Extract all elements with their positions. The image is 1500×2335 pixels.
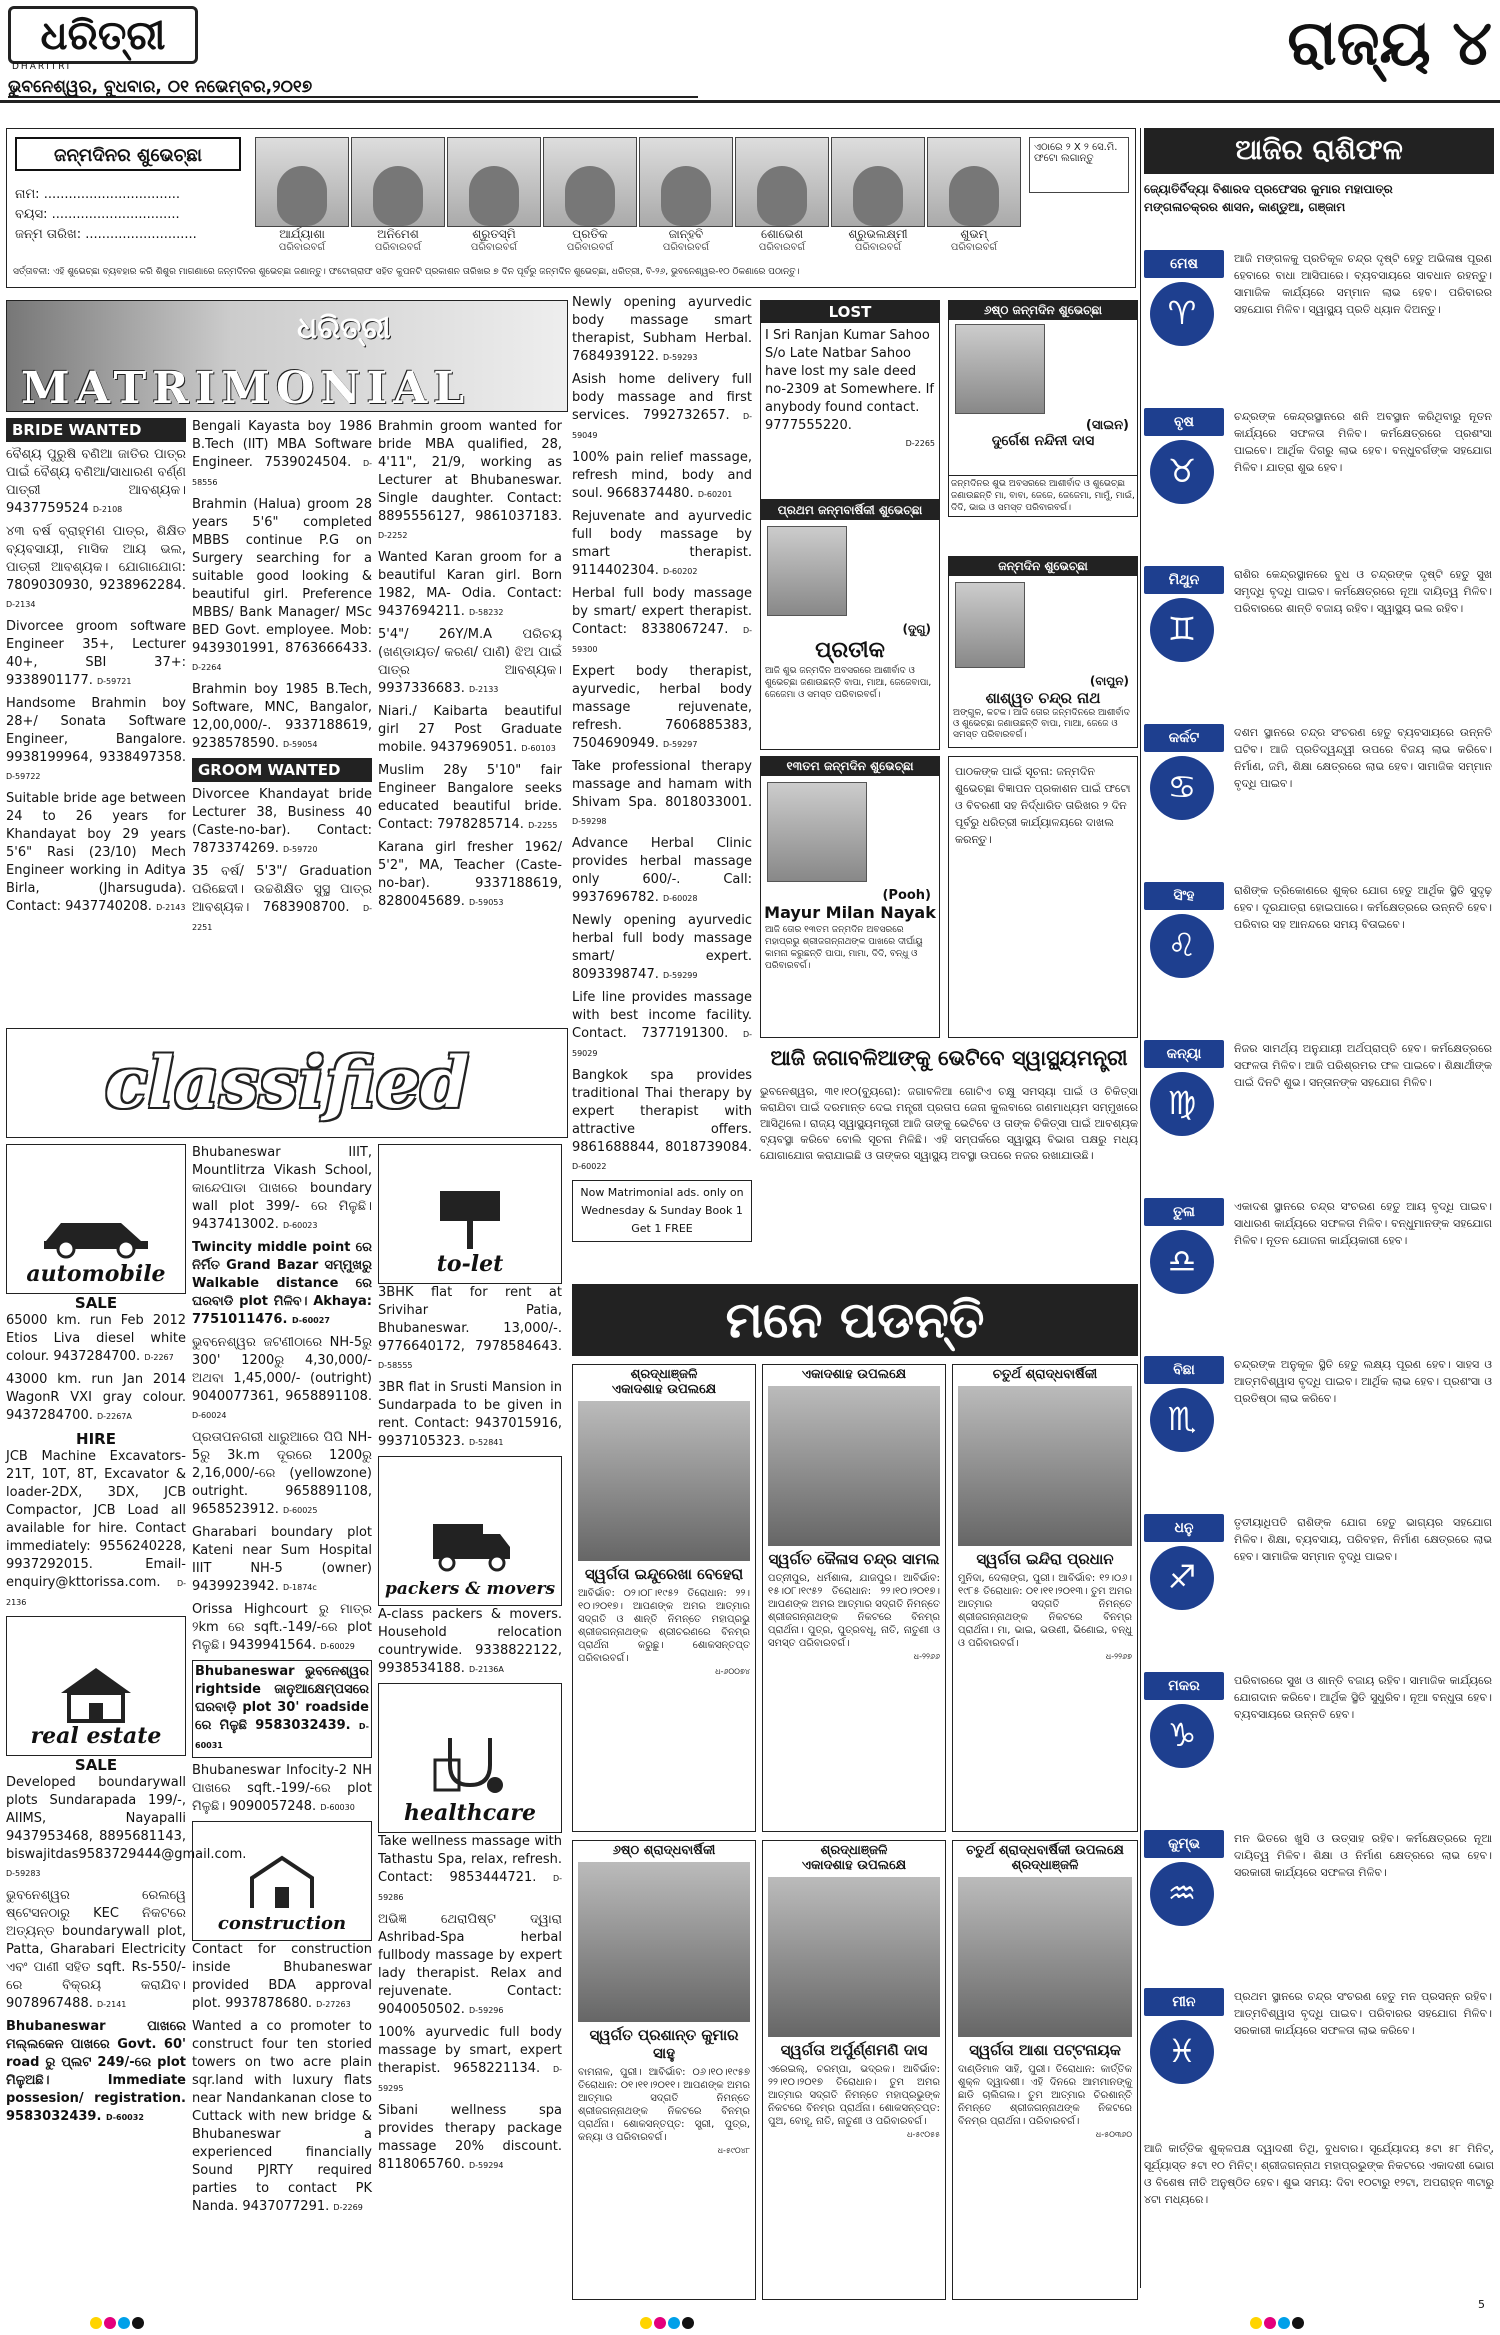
automobile-box: automobile	[6, 1144, 186, 1294]
classified-ad: Orissa Highcourt ରୁ ମାତ୍ର ୨km ରେ sqft.-149/-ରେ plot ମିଳୁଛି। 9439941564. D-60029	[192, 1602, 372, 1653]
news-body: ଭୁବନେଶ୍ୱର, ୩୧।୧୦(ବ୍ୟୁରୋ): ଜଗାବଳିଆ ଗୋଟିଏ ଚକ୍ଷୁ ସମସ୍ୟା ପାଇଁ ଓ ଚିକିତ୍ସା କରାଯିବା ପାଇଁ ଦରମାନ୍ତ ଦେଇ ମନ୍ତ୍ରୀ ପ୍ରତାପ ଜେନା କୁଲବାରେ ଗଣମାଧ୍ୟମ ସମ୍ମୁଖରେ ଆସିଥିଲେ। ରାଜ୍ୟ ସ୍ୱାସ୍ଥ୍ୟମନ୍ତ୍ରୀ ଆଜି ତାଙ୍କୁ ଭେଟିବେ ଓ ତାଙ୍କ ଚିକିତ୍ସା ପାଇଁ ଆବଶ୍ୟକ ବ୍ୟବସ୍ଥା କରିବେ ବୋଲି ସୂଚନା ମିଳିଛି। ଏହି ସମ୍ପର୍କରେ ସ୍ୱାସ୍ଥ୍ୟ ବିଭାଗ ପକ୍ଷରୁ ମଧ୍ୟ ଯୋଗାଯୋଗ କରାଯାଇଛି ଓ ତାଙ୍କର ସ୍ୱାସ୍ଥ୍ୟ ଅବସ୍ଥା ଉପରେ ନଜର ରଖାଯାଉଛି।	[760, 1085, 1138, 1162]
birthday-wish-3: ଜନ୍ମଦିନ ଶୁଭେଚ୍ଛା (ବାପୁନ) ଶାଶ୍ୱତ ଚନ୍ଦ୍ର ନାଥ ଅଙ୍ଗୁଳ, କଟକ। ଆଜି ତୋର ଜନ୍ମଦିନରେ ଆଶୀର୍ବାଦ ଓ ଶୁଭେଚ୍ଛା ଜଣାଉଛନ୍ତି ବାପା, ମାଆ, ଜେଜେ ଓ ସମସ୍ତ ପରିବାରବର୍ଗ।	[948, 556, 1138, 748]
wish-photo	[955, 324, 1045, 414]
classified-ad: Twincity middle point ରେ ନିର୍ମିତ Grand Bazar ସମ୍ମୁଖରୁ Walkable distance ରେ ଘରବାଡି plot ମିଳିବ। Akhaya: 7751011476. D-60027	[192, 1240, 372, 1327]
classified-ad: Muslim 28y 5'10" fair Engineer Bangalore seeks educated beautiful bride. Contact: 7978285714. D-2255	[378, 763, 562, 832]
truck-icon	[425, 1509, 515, 1579]
libra-icon: ♎	[1150, 1230, 1214, 1294]
kid-photo	[447, 137, 541, 227]
kid-card: ଜାନ୍ହବି ପରିବାରବର୍ଗ	[639, 137, 733, 253]
healthcare-box: healthcare	[378, 1683, 562, 1833]
masthead-rule	[0, 100, 1500, 103]
classified-ad: Advance Herbal Clinic provides herbal massage only 600/-. Call: 9937696782. D-60028	[572, 836, 752, 905]
logo-subtitle: DHARITRI	[12, 62, 72, 72]
birthday-wish-4: ୧୩ତମ ଜନ୍ମଦିନ ଶୁଭେଚ୍ଛା (Pooh) Mayur Milan Nayak ଆଜି ତୋର ୧୩ତମ ଜନ୍ମଦିନ ଅବସରରେ ମହାପ୍ରଭୁ ଶ୍ରୀଜଗନ୍ନାଥଙ୍କ ପାଖରେ ଦୀର୍ଘାୟୁ କାମନା କରୁଛନ୍ତି ପାପା, ମାମା, ଦିଦି, ବନ୍ଧୁ ଓ ପରିବାରବର୍ଗ।	[760, 756, 940, 1038]
classified-ad: Brahmin groom wanted for bride MBA qualified, 28, 4'11", 21/9, working as Lecturer at Bhubaneswar. Single daughter. Contact: 8895556127, 9861037183. D-2252	[378, 419, 562, 540]
kid-photo	[543, 137, 637, 227]
classified-ad: ପ୍ରତାପନଗରୀ ଧାରୁଆରେ ପିପି NH-5ରୁ 3k.m ଦୂରରେ 1200ରୁ 2,16,000/-ରେ (yellowzone) outright. 9658891108, 9658523912. D-60025	[192, 1430, 372, 1517]
classified-ad: Life line provides massage with best income facility. Contact. 7377191300. D-59029	[572, 990, 752, 1058]
cancer-icon: ♋	[1150, 756, 1214, 820]
classified-col-b	[192, 1144, 372, 2221]
obituary-card: ୬ଷ୍ଠ ଶ୍ରାଦ୍ଧବାର୍ଷିକୀ ସ୍ୱର୍ଗତ ପ୍ରଶାନ୍ତ କୁମାର ସାହୁ ବାମନାଳ, ପୁରୀ। ଆବିର୍ଭାବ: ୦୬।୧୦।୧୯୫୭ ତିରୋଧାନ: ୦୧।୧୧।୨୦୧୧। ଆପଣଙ୍କ ଅମର ଆତ୍ମାର ସଦ୍‌ଗତି ନିମନ୍ତେ ଶ୍ରୀଜଗନ୍ନାଥଙ୍କ ନିକଟରେ ବିନମ୍ର ପ୍ରାର୍ଥନା। ଶୋକସନ୍ତପ୍ତ: ସ୍ତ୍ରୀ, ପୁତ୍ର, କନ୍ୟା ଓ ପରିବାରବର୍ଗ। ଧ-୫୯୦୪୮	[572, 1840, 756, 2300]
obituary-photo	[768, 1386, 940, 1546]
classified-ad: Wanted Karan groom for a beautiful Karan girl. Born 1982, MA- Odia. Contact: 9437694211. D-58232	[378, 550, 562, 619]
horoscope-title: ଆଜିର ରାଶିଫଳ	[1144, 128, 1494, 174]
kid-card: ଶୋଭେଶ ପରିବାରବର୍ଗ	[735, 137, 829, 253]
coupon-terms: ସର୍ତ୍ତାବଳୀ: ଏହି ଶୁଭେଚ୍ଛା ବ୍ୟବହାର କରି ଶିଶୁର ମାଗଣାରେ ଜନ୍ମଦିନର ଶୁଭେଚ୍ଛା ଜଣାନ୍ତୁ। ଫଟୋଗ୍ରାଫ ସହିତ କୁପନଟି ପ୍ରକାଶନ ତାରିଖର ୭ ଦିନ ପୂର୍ବରୁ ଜନ୍ମଦିନ ଶୁଭେଚ୍ଛା, ଧରିତ୍ରୀ, ବି-୨୬, ଭୁବନେଶ୍ୱର-୧୦ ଠିକଣାରେ ପଠାନ୍ତୁ।	[13, 267, 800, 277]
kid-photo	[639, 137, 733, 227]
matrimonial-col-1	[6, 418, 186, 921]
kid-photo	[255, 137, 349, 227]
registration-marks	[90, 2314, 146, 2328]
kid-photo	[351, 137, 445, 227]
obituary-card: ଏକାଦଶାହ ଉପଲକ୍ଷେ ସ୍ୱର୍ଗତ କୈଳାସ ଚନ୍ଦ୍ର ସାମଲ ପତ୍ନୀପୁର, ଧର୍ମଶାଳା, ଯାଜପୁର। ଆବିର୍ଭାବ: ୧୫।୦୮।୧୯୫୨ ତିରୋଧାନ: ୨୨।୧୦।୨୦୧୭। ଆପଣଙ୍କ ଅମର ଆତ୍ମାର ସଦ୍‌ଗତି ନିମନ୍ତେ ଶ୍ରୀଜଗନ୍ନାଥଙ୍କ ନିକଟରେ ବିନମ୍ର ପ୍ରାର୍ଥନା। ପୁତ୍ର, ପୁତ୍ରବଧୂ, ନାତି, ନାତୁଣୀ ଓ ସମସ୍ତ ପରିବାରବର୍ଗ। ଧ-୨୨୬୬	[762, 1364, 946, 1832]
registration-marks	[1250, 2314, 1306, 2328]
horoscope-libra: ତୁଳା ♎ ଏକାଦଶ ସ୍ଥାନରେ ଚନ୍ଦ୍ର ସଂଚରଣ ହେତୁ ଆୟ ବୃଦ୍ଧି ପାଇବ। ସାଧାରଣ କାର୍ଯ୍ୟରେ ସଫଳତା ମିଳିବ। ବନ୍ଧୁମାନଙ୍କ ସହଯୋଗ ମିଳିବ। ନୂତନ ଯୋଜନା କାର୍ଯ୍ୟକାରୀ ହେବ।	[1144, 1198, 1494, 1348]
classified-ad: 100% pain relief massage, refresh mind, body and soul. 9668374480. D-60201	[572, 450, 752, 501]
classified-ad: Handsome Brahmin boy 28+/ Sonata Software Engineer, Bangalore. 9938199964, 9338497358. D-59722	[6, 696, 186, 781]
tolet-box: to-let	[378, 1144, 562, 1284]
promo-note: Now Matrimonial ads. only on Wednesday & Sunday Book 1 Get 1 FREE	[572, 1180, 752, 1242]
kid-card: ଆର୍ଯ୍ୟାଶା ପରିବାରବର୍ଗ	[255, 137, 349, 253]
matrimonial-banner-text: MATRIMONIAL	[21, 363, 471, 414]
classified-ad: 5'4"/ 26Y/M.A ପରିଚୟ (ଖଣ୍ଡାୟତ/ କରଣ/ ପାଣି) ଝିଅ ପାଇଁ ପାତ୍ର ଆବଶ୍ୟକ। 9937336683. D-2133	[378, 627, 562, 696]
wish-photo	[767, 782, 867, 882]
classified-banner: classified	[6, 1028, 568, 1138]
building-icon	[237, 1853, 327, 1913]
horoscope-virgo: କନ୍ୟା ♍ ନିଜର ସାମର୍ଥ୍ୟ ଅନୁଯାୟୀ ଅର୍ଥପ୍ରାପ୍ତି ହେବ। କର୍ମକ୍ଷେତ୍ରରେ ସଫଳତା ମିଳିବ। ଆଜି ପରିଶ୍ରମର ଫଳ ପାଇବେ। ଶିକ୍ଷାର୍ଥୀଙ୍କ ପାଇଁ ଦିନଟି ଶୁଭ। ସନ୍ତାନଙ୍କ ସହଯୋଗ ମିଳିବ।	[1144, 1040, 1494, 1190]
classified-ad: Rejuvenate and ayurvedic full body massage by smart therapist. 9114402304. D-60202	[572, 509, 752, 578]
classified-ad: ଭୁବନେଶ୍ୱର ଜଟଣୀଠାରେ NH-5ରୁ 300' 1200ରୁ 4,30,000/- ଅଥବା 1,45,000/- (outright) 9040077361, 9658891108. D-60024	[192, 1335, 372, 1420]
classified-ad: Niari./ Kaibarta beautiful girl 27 Post Graduate mobile. 9437969051. D-60103	[378, 704, 562, 755]
obituary-photo	[958, 1877, 1132, 2037]
wish-photo	[767, 526, 847, 616]
wish-photo	[955, 582, 1025, 668]
kid-photo	[831, 137, 925, 227]
horoscope-leo: ସିଂହ ♌ ରାଶିଙ୍କ ତ୍ରିକୋଣରେ ଶୁକ୍ର ଯୋଗ ହେତୁ ଆର୍ଥିକ ସ୍ଥିତି ସୁଦୃଢ଼ ହେବ। ଦୂରଯାତ୍ରା ହୋଇପାରେ। କର୍ମକ୍ଷେତ୍ରରେ ଉନ୍ନତି ହେବ। ପରିବାର ସହ ଆନନ୍ଦରେ ସମୟ ବିତାଇବେ।	[1144, 882, 1494, 1032]
horoscope-capricorn: ମକର ♑ ପରିବାରରେ ସୁଖ ଓ ଶାନ୍ତି ବଜାୟ ରହିବ। ସାମାଜିକ କାର୍ଯ୍ୟରେ ଯୋଗଦାନ କରିବେ। ଆର୍ଥିକ ସ୍ଥିତି ସୁଧୁରିବ। ନୂଆ ବନ୍ଧୁତା ହେବ। ବ୍ୟବସାୟରେ ଉନ୍ନତି ହେବ।	[1144, 1672, 1494, 1822]
classified-ad: Brahmin (Halua) groom 28 years 5'6" completed MBBS continue P.G on Surgery searching for a suitable good looking & beautiful girl. Preference MBBS/ Bank Manager/ MSc BED Govt. employee. Mob: 9439301991, 8763666433. D-2264	[192, 497, 372, 672]
capricorn-icon: ♑	[1150, 1704, 1214, 1768]
leo-icon: ♌	[1150, 914, 1214, 978]
horoscope-scorpio: ବିଛା ♏ ଚନ୍ଦ୍ରଙ୍କ ଅନୁକୂଳ ସ୍ଥିତି ହେତୁ ଲକ୍ଷ୍ୟ ପୂରଣ ହେବ। ସାହସ ଓ ଆତ୍ମବିଶ୍ୱାସ ବୃଦ୍ଧି ପାଇବ। ଆର୍ଥିକ ଲାଭ ହେବ। ପ୍ରଶଂସା ଓ ପ୍ରତିଷ୍ଠା ଲାଭ କରିବେ।	[1144, 1356, 1494, 1506]
obituary-photo	[958, 1386, 1132, 1546]
obituary-card: ଶ୍ରଦ୍ଧାଞ୍ଜଳି ଏକାଦଶାହ ଉପଲକ୍ଷେ ସ୍ୱର୍ଗତା ଇନ୍ଦୁରେଖା ବେହେରା ଆବିର୍ଭାବ: ୦୨।୦୮।୧୯୫୨ ତିରୋଧାନ: ୨୨।୧୦।୨୦୧୭। ଆପଣଙ୍କ ଅମର ଆତ୍ମାର ସଦ୍‌ଗତି ଓ ଶାନ୍ତି ନିମନ୍ତେ ମହାପ୍ରଭୁ ଶ୍ରୀଜଗନ୍ନାଥଙ୍କ ଶ୍ରୀଚରଣରେ ବିନମ୍ର ପ୍ରାର୍ଥନା କରୁଛୁ। ଶୋକସନ୍ତପ୍ତ ପରିବାରବର୍ଗ। ଧ-୬୦୦୭୪	[572, 1364, 756, 1832]
kid-photo	[927, 137, 1021, 227]
classified-ad: Asish home delivery full body massage and first services. 7992732657. D-59049	[572, 372, 752, 440]
car-icon	[36, 1201, 156, 1261]
classified-ad: 100% ayurvedic full body massage by smart, expert therapist. 9658221134. D-59295	[378, 2025, 562, 2093]
horoscope-aquarius: କୁମ୍ଭ ♒ ମନ ଭିତରେ ଖୁସି ଓ ଉତ୍ସାହ ରହିବ। କର୍ମକ୍ଷେତ୍ରରେ ନୂଆ ଦାୟିତ୍ୱ ମିଳିବ। ଶିକ୍ଷା ଓ ନିର୍ମାଣ କ୍ଷେତ୍ରରେ ଲାଭ ହେବ। ସରକାରୀ କାର୍ଯ୍ୟରେ ସଫଳତା ମିଳିବ।	[1144, 1830, 1494, 1980]
classified-ad: Bhubaneswar ପାଖରେ ମଲ୍ଲକେନ ପାଖରେ Govt. 60' road ରୁ ପ୍ଲଟ 249/-ରେ plot ମିଳୁଅଛି। Immediate possesion/ registration. 9583032439. D-60032	[6, 2019, 186, 2124]
horoscope-gemini: ମିଥୁନ ♊ ରାଶିର କେନ୍ଦ୍ରସ୍ଥାନରେ ବୁଧ ଓ ଚନ୍ଦ୍ରଙ୍କ ଦୃଷ୍ଟି ହେତୁ ସୁଖ ସମୃଦ୍ଧି ବୃଦ୍ଧି ପାଇବ। କର୍ମକ୍ଷେତ୍ରରେ ନୂଆ ଦାୟିତ୍ୱ ମିଳିବ। ପରିବାରରେ ଶାନ୍ତି ବଜାୟ ରହିବ। ସ୍ୱାସ୍ଥ୍ୟ ଭଲ ରହିବ।	[1144, 566, 1494, 716]
birthday-coupon	[6, 128, 1136, 288]
classified-ad: Sibani wellness spa provides therapy package massage 20% discount. 8118065760. D-59294	[378, 2103, 562, 2172]
section-title: ରାଜ୍ୟ ୪	[1287, 6, 1492, 79]
classified-ad: Take professional therapy massage and hamam with Shivam Spa. 8018033001. D-59298	[572, 759, 752, 826]
obituary-banner: ମନେ ପଡନ୍ତି	[572, 1284, 1138, 1356]
panjika-note: ଆଜି କାର୍ତ୍ତିକ ଶୁକ୍ଳପକ୍ଷ ଦ୍ୱାଦଶୀ ତିଥି, ବୁଧବାର। ସୂର୍ଯ୍ୟୋଦୟ ୫ଟା ୫୮ ମିନିଟ୍, ସୂର୍ଯ୍ୟାସ୍ତ ୫ଟା ୧୦ ମିନିଟ୍। ଶ୍ରୀଜଗନ୍ନାଥ ମହାପ୍ରଭୁଙ୍କ ନିକଟରେ ଏକାଦଶୀ ଭୋଗ ଓ ବିଶେଷ ନୀତି ଅନୁଷ୍ଠିତ ହେବ। ଶୁଭ ସମୟ: ଦିବା ୧୦ଟାରୁ ୧୨ଟା, ଅପରାହ୍ନ ୩ଟାରୁ ୪ଟା ମଧ୍ୟରେ।	[1144, 2142, 1494, 2206]
classified-ad: Suitable bride age between 24 to 26 years for Khandayat boy 29 years 5'6" Rasi (23/10) Mech Engineer working in Aditya Birla, (Jharsuguda). Contact: 9437740208. D-2143	[6, 791, 186, 914]
house-icon	[51, 1663, 141, 1723]
lost-notice: LOST I Sri Ranjan Kumar Sahoo S/o Late Natbar Sahoo have lost my sale deed no-2309 at Somewhere. If anybody found contact. 9777555220. D-2265	[760, 300, 940, 500]
classified-ad: 43000 km. run Jan 2014 WagonR VXI gray colour. 9437284700. D-2267A	[6, 1372, 186, 1423]
classified-ad: Divorcee groom software Engineer 35+, Lecturer 40+, SBI 37+: 9338901177. D-59721	[6, 619, 186, 688]
classified-ad: 65000 km. run Feb 2012 Etios Liva diesel white colour. 9437284700. D-2267	[6, 1313, 186, 1364]
birthday-form: ନାମ: ................................. ବୟସ: ............................... ଜନ୍ମ ତାରିଖ: ...........................	[15, 187, 197, 242]
horoscope-taurus: ବୃଷ ♉ ଚନ୍ଦ୍ରଙ୍କ କେନ୍ଦ୍ରସ୍ଥାନରେ ଶନି ଅବସ୍ଥାନ କରିଥିବାରୁ ନୂତନ କାର୍ଯ୍ୟରେ ସଫଳତା ମିଳିବ। କର୍ମକ୍ଷେତ୍ରରେ ପ୍ରଶଂସା ପାଇବେ। ଆର୍ଥିକ ଦିଗରୁ ଲାଭ ହେବ। ବନ୍ଧୁବର୍ଗଙ୍କ ସହଯୋଗ ମିଳିବ। ଯାତ୍ରା ଶୁଭ ହେବ।	[1144, 408, 1494, 558]
reader-notice: ପାଠକଙ୍କ ପାଇଁ ସୂଚନା: ଜନ୍ମଦିନ ଶୁଭେଚ୍ଛା ବିଜ୍ଞାପନ ପ୍ରକାଶନ ପାଇଁ ଫଟୋ ଓ ବିବରଣୀ ସହ ନିର୍ଦ୍ଧାରିତ ତାରିଖର ୨ ଦିନ ପୂର୍ବରୁ ଧରିତ୍ରୀ କାର୍ଯ୍ୟାଳୟରେ ଦାଖଲ କରନ୍ତୁ।	[948, 756, 1138, 1038]
dateline: ଭୁବନେଶ୍ୱର, ବୁଧବାର, ୦୧ ନଭେମ୍ବର,୨୦୧୭	[8, 74, 698, 98]
newspaper-logo: ଧରିତ୍ରୀ	[8, 6, 198, 64]
matrimonial-col-2	[192, 418, 372, 941]
obituary-card: ଚତୁର୍ଥ ଶ୍ରାଦ୍ଧବାର୍ଷିକୀ ଉପଲକ୍ଷେ ଶ୍ରଦ୍ଧାଞ୍ଜଳି ସ୍ୱର୍ଗତା ଆଶା ପଟ୍ଟନାୟକ ଦାଣ୍ଡିମାଳ ସାହି, ପୁରୀ। ତିରୋଧାନ: କାର୍ତ୍ତିକ ଶୁକ୍ଳ ଦ୍ୱାଦଶୀ। ଏହି ଦିନରେ ଆମମାନଙ୍କୁ ଛାଡି ଚାଲିଗଲ। ତୁମ ଆତ୍ମାର ଚିରଶାନ୍ତି ନିମନ୍ତେ ଶ୍ରୀଜଗନ୍ନାଥଙ୍କ ନିକଟରେ ବିନମ୍ର ପ୍ରାର୍ଥନା। ପରିବାରବର୍ଗ। ଧ-୫୦୩୬୦	[952, 1840, 1138, 2300]
classified-ad: 3BR flat in Srusti Mansion in Sundarpada to be given in rent. Contact: 9437015916, 9937105323. D-52841	[378, 1380, 562, 1449]
classified-ad: Newly opening ayurvedic body massage smart therapist, Subham Herbal. 7684939122. D-59293	[572, 295, 752, 364]
classified-ad: Bhubaneswar IIIT, Mountlitrza Vikash School, କାନ୍ଦେପାଡା ପାଖରେ boundary wall plot 399/- ରେ ମିଳୁଛି। 9437413002. D-60023	[192, 1145, 372, 1232]
classified-ad: Divorcee Khandayat bride Lecturer 38, Business 40 (Caste-no-bar). Contact: 7873374269. D-59720	[192, 787, 372, 856]
scorpio-icon: ♏	[1150, 1388, 1214, 1452]
kid-photo	[735, 137, 829, 227]
classified-ad: Bhubaneswar Infocity-2 NH ପାଖରେ sqft.-199/-ରେ plot ମିଳୁଛି। 9090057248. D-60030	[192, 1763, 372, 1814]
classified-ad: ଭୁବନେଶ୍ୱର ରେଲୱେ ଷ୍ଟେସନଠାରୁ KEC ନିକଟରେ ଅତ୍ୟନ୍ତ boundarywall plot, Patta, Gharabari Electricity ଏବଂ ପାଣୀ ସହିତ sqft. Rs-550/-ରେ ବିକ୍ରୟ କରାଯିବ। 9078967488. D-2141	[6, 1888, 186, 2011]
photo-size-note: ଏଠାରେ ୨ X ୨ ସେ.ମି. ଫଟୋ ଲଗାନ୍ତୁ	[1029, 137, 1129, 193]
classified-ad: JCB Machine Excavators-21T, 10T, 8T, Excavator & loader-2DX, 3DX, JCB Compactor, JCB Load all available for hire. Contact immediately: 9556240228, 9937292015. Email-enquiry@kttorissa.com. D-2136	[6, 1449, 186, 1607]
wish-1-text: ଜନ୍ମଦିନର ଶୁଭ ଅବସରରେ ଆଶୀର୍ବାଦ ଓ ଶୁଭେଚ୍ଛା ଜଣାଉଛନ୍ତି ମା, ବାବା, ଜେଜେ, ଜେଜେମା, ମାମୁଁ, ମାଇଁ, ଦିଦି, ଭାଇ ଓ ସମସ୍ତ ପରିବାରବର୍ଗ।	[948, 476, 1138, 517]
classified-ad: 3BHK flat for rent at Srivihar Patia, Bhubaneswar. 13,000/-. 9776640172, 7978584643. D-58555	[378, 1285, 562, 1370]
aquarius-icon: ♒	[1150, 1862, 1214, 1926]
stethoscope-icon	[425, 1730, 515, 1800]
classified-ad: Wanted a co promoter to construct four ten storied towers on two acre plain sqr.land with luxury flats near Nandankanan close to Cuttack with new bridge & Bhubaneswar a experienced financially Sound PJRTY required parties to contact PK Nanda. 9437077291. D-2269	[192, 2019, 372, 2214]
page-number: 5	[1478, 2298, 1485, 2311]
birthday-coupon-title: ଜନ୍ମଦିନର ଶୁଭେଚ୍ଛା	[15, 137, 241, 171]
obituary-card: ଚତୁର୍ଥ ଶ୍ରାଦ୍ଧବାର୍ଷିକୀ ସ୍ୱର୍ଗତା ଇନ୍ଦିରା ପ୍ରଧାନ ମୁନିଦା, ଦେଲାଙ୍ଗ, ପୁରୀ। ଆବିର୍ଭାବ: ୧୨।୦୬।୧୯୮୫ ତିରୋଧାନ: ୦୧।୧୧।୨୦୧୩। ତୁମ ଅମର ଆତ୍ମାର ସଦ୍‌ଗତି ନିମନ୍ତେ ଶ୍ରୀଜଗନ୍ନାଥଙ୍କ ନିକଟରେ ବିନମ୍ର ପ୍ରାର୍ଥନା। ମା, ଭାଇ, ଭଉଣୀ, ଭିଣୋଇ, ବନ୍ଧୁ ଓ ପରିବାରବର୍ଗ। ଧ-୨୨୬୭	[952, 1364, 1138, 1832]
obituary-photo	[578, 1862, 750, 2022]
classified-ad: Newly opening ayurvedic herbal full body massage smart/ expert. 8093398747. D-59299	[572, 913, 752, 982]
classified-ad: A-class packers & movers. Household relocation countrywide. 9338822122, 9938534188. D-2136A	[378, 1607, 562, 1676]
classified-col-a: automobile SALE 65000 km. run Feb 2012 Etios Liva diesel white colour. 9437284700. D-2267 43000 km. run Jan 2014 WagonR VXI gray colour. 9437284700. D-2267A HIRE JCB Machine Excavators-21T, 10T, 8T, Excavator & loader-2DX, 3DX, JCB Compactor, JCB Load all available for hire. Contact immediately: 9556240228, 9937292015. Email-enquiry@kttorissa.com. D-2136 real estate SALE Developed boundarywall plots Sundarapada 199/-, AIIMS, Nayapalli 9437953468, 8895681143, biswajitdas9583729444@gmail.com. D-59283 ଭୁବନେଶ୍ୱର ରେଲୱେ ଷ୍ଟେସନଠାରୁ KEC ନିକଟରେ ଅତ୍ୟନ୍ତ boundarywall plot, Patta, Gharabari Electricity ଏବଂ ପାଣୀ ସହିତ sqft. Rs-550/-ରେ ବିକ୍ରୟ କରାଯିବ। 9078967488. D-2141 Bhubaneswar ପାଖରେ ମଲ୍ଲକେନ ପାଖରେ Govt. 60' road ରୁ ପ୍ଲଟ 249/-ରେ plot ମିଳୁଅଛି। Immediate possesion/ registration. 9583032439. D-60032	[6, 1144, 186, 2131]
classified-ad: Gharabari boundary plot Kateni near Sum Hospital IIIT NH-5 (owner) 9439923942. D-1874c	[192, 1525, 372, 1594]
horoscope-cancer: କର୍କଟ ♋ ଦଶମ ସ୍ଥାନରେ ଚନ୍ଦ୍ର ସଂଚରଣ ହେତୁ ବ୍ୟବସାୟରେ ଉନ୍ନତି ଘଟିବ। ଆଜି ପ୍ରତିଦ୍ୱନ୍ଦ୍ୱୀ ଉପରେ ବିଜୟ ଲାଭ କରିବେ। ନିର୍ମାଣ, ଜମି, ଶିକ୍ଷା କ୍ଷେତ୍ରରେ ଲାଭ ହେବ। ସାମାଜିକ ସମ୍ମାନ ବୃଦ୍ଧି ପାଇବ।	[1144, 724, 1494, 874]
registration-marks	[640, 2314, 696, 2328]
kid-card: ଶ୍ରୁତସ୍ମି ପରିବାରବର୍ଗ	[447, 137, 541, 253]
news-headline: ଆଜି ଜଗାବଳିଆଙ୍କୁ ଭେଟିବେ ସ୍ୱାସ୍ଥ୍ୟମନ୍ତ୍ରୀ	[770, 1046, 1128, 1070]
birthday-wish-2: ପ୍ରଥମ ଜନ୍ମବାର୍ଷିକୀ ଶୁଭେଚ୍ଛା (ଦୁଗୁ) ପ୍ରତୀକ ଆଜି ଶୁଭ ଜନ୍ମଦିନ ଅବସରରେ ଆଶୀର୍ବାଦ ଓ ଶୁଭେଚ୍ଛା ଜଣାଉଛନ୍ତି ବାପା, ମାଆ, ଜେଜେବାପା, ଜେଜେମା ଓ ସମସ୍ତ ପରିବାରବର୍ଗ।	[760, 500, 940, 750]
classified-ad: Contact for construction inside Bhubaneswar provided BDA approval plot. 9937878680. D-27263	[192, 1942, 372, 2011]
kid-card: ପ୍ରତିକ ପରିବାରବର୍ଗ	[543, 137, 637, 253]
kid-card: ଅନିମେଶ ପରିବାରବର୍ଗ	[351, 137, 445, 253]
classified-ad: Herbal full body massage by smart/ expert therapist. Contact: 8338067247. D-59300	[572, 586, 752, 654]
horoscope-pisces: ମୀନ ♓ ପ୍ରଥମ ସ୍ଥାନରେ ଚନ୍ଦ୍ର ସଂଚରଣ ହେତୁ ମନ ପ୍ରସନ୍ନ ରହିବ। ଆତ୍ମବିଶ୍ୱାସ ବୃଦ୍ଧି ପାଇବ। ପରିବାରର ସହଯୋଗ ମିଳିବ। ସରକାରୀ କାର୍ଯ୍ୟରେ ସଫଳତା ଲାଭ କରିବେ।	[1144, 1988, 1494, 2138]
matrimonial-col-3	[378, 418, 562, 916]
classified-ad: ୪୩ ବର୍ଷ ବ୍ରାହ୍ମଣ ପାତ୍ର, ଶିକ୍ଷିତ ବ୍ୟବସାୟୀ, ମାସିକ ଆୟ ଭଲ, ପାତ୍ରୀ ଆବଶ୍ୟକ। ଯୋଗାଯୋଗ: 7809030930, 9238962284. D-2134	[6, 524, 186, 609]
kid-card: ଶୁଭମ୍ ପରିବାରବର୍ଗ	[927, 137, 1021, 253]
classified-ad: ଅଭିଜ୍ଞ ଥେରାପିଷ୍ଟ ଦ୍ୱାରା Ashribad-Spa herbal fullbody massage by expert lady therapist. Relax and rejuvenate. Contact: 9040050502. D-59296	[378, 1912, 562, 2017]
obituary-photo	[768, 1877, 940, 2037]
tolet-sign-icon	[425, 1181, 515, 1251]
classified-ad: Bengali Kayasta boy 1986 B.Tech (IIT) MBA Software Engineer. 7539024504. D-58556	[192, 419, 372, 487]
classified-ad: Bangkok spa provides traditional Thai therapy by expert therapist with attractive offers. 9861688844, 8018739084. D-60022	[572, 1068, 752, 1171]
column-rule	[1140, 128, 1141, 2288]
sagittarius-icon: ♐	[1150, 1546, 1214, 1610]
classified-ad: Expert body therapist, ayurvedic, herbal body massage rejuvenate, refresh. 7606885383, 7504690949. D-59297	[572, 664, 752, 751]
classified-ad: ବୈଶ୍ୟ ପୁରୁଷି ବଣିଆ ଜାତିର ପାତ୍ର ପାଇଁ ବୈଶ୍ୟ ବଣିଆ/ସାଧାରଣ ବର୍ଣ୍ଣ ପାତ୍ରୀ ଆବଶ୍ୟକ। 9437759524 D-2108	[6, 447, 186, 516]
horoscope-sagittarius: ଧନୁ ♐ ତୃତୀୟାଧିପତି ରାଶିଙ୍କ ଯୋଗ ହେତୁ ଭାଗ୍ୟର ସହଯୋଗ ମିଳିବ। ଶିକ୍ଷା, ବ୍ୟବସାୟ, ପରିବହନ, ନିର୍ମାଣ କ୍ଷେତ୍ରରେ ଲାଭ ହେବ। ସାମାଜିକ ସମ୍ମାନ ବୃଦ୍ଧି ପାଇବ।	[1144, 1514, 1494, 1664]
gemini-icon: ♊	[1150, 598, 1214, 662]
realestate-box: real estate	[6, 1616, 186, 1756]
classified-ad: Karana girl fresher 1962/ 5'2", MA, Teacher (Caste-no-bar). 9337188619, 8280045689. D-59053	[378, 840, 562, 909]
virgo-icon: ♍	[1150, 1072, 1214, 1136]
services-column	[572, 294, 752, 1242]
classified-ad: Take wellness massage with Tathastu Spa, relax, refresh. Contact: 9853444721. D-59286	[378, 1834, 562, 1902]
lost-text: I Sri Ranjan Kumar Sahoo S/o Late Natbar Sahoo have lost my sale deed no-2309 at Somewhere. If anybody found contact. 9777555220.	[765, 328, 935, 433]
packers-box: packers & movers	[378, 1456, 562, 1606]
construction-box: construction	[192, 1821, 372, 1941]
obituary-card: ଶ୍ରଦ୍ଧାଞ୍ଜଳି ଏକାଦଶାହ ଉପଲକ୍ଷେ ସ୍ୱର୍ଗତା ଅର୍ପୁର୍ଣ୍ଣମଣି ଦାସ ଏରେଇଲ୍, ଚରମ୍ପା, ଭଦ୍ରକ। ଆବିର୍ଭାବ: ୨୨।୧୦।୨୦୧୭ ତିରୋଧାନ। ତୁମ ଅମର ଆତ୍ମାର ସଦ୍‌ଗତି ନିମନ୍ତେ ମହାପ୍ରଭୁଙ୍କ ନିକଟରେ ବିନମ୍ର ପ୍ରାର୍ଥନା। ଶୋକସନ୍ତପ୍ତ: ପୁଅ, ବୋହୂ, ନାତି, ନାତୁଣୀ ଓ ପରିବାରବର୍ଗ। ଧ-୫୯୦୫୫	[762, 1840, 946, 2300]
birthday-wish-1: ୬ଷ୍ଠ ଜନ୍ମଦିନ ଶୁଭେଚ୍ଛା (ସାଇନ) ଦୁର୍ଗେଶ ନନ୍ଦିନୀ ଦାସ	[948, 300, 1138, 476]
pisces-icon: ♓	[1150, 2020, 1214, 2084]
horoscope-aries: ମେଷ ♈ ଆଜି ମଙ୍ଗଳକୁ ପ୍ରତିକୂଳ ଚନ୍ଦ୍ର ଦୃଷ୍ଟି ହେତୁ ଅଭିଳାଷ ପୂରଣ ହେବାରେ ବାଧା ଆସିପାରେ। ବ୍ୟବସାୟରେ ସାବଧାନ ରହନ୍ତୁ। ସାମାଜିକ କାର୍ଯ୍ୟରେ ସମ୍ମାନ ଲାଭ ହେବ। ପରିବାରର ସହଯୋଗ ମିଳିବ। ସ୍ୱାସ୍ଥ୍ୟ ପ୍ରତି ଧ୍ୟାନ ଦିଅନ୍ତୁ।	[1144, 250, 1494, 400]
classified-ad: Bhubaneswar ଭୁବନେଶ୍ୱର rightside ଜାନୁଆକ୍ଷେମ୍ପସରେ ଘରବାଡ଼ି plot 30' roadside ରେ ମିଳୁଛି 9583032439. D-60031	[192, 1660, 372, 1758]
kid-card: ଶ୍ରୁଭଲକ୍ଷ୍ମୀ ପରିବାରବର୍ଗ	[831, 137, 925, 253]
taurus-icon: ♉	[1150, 440, 1214, 504]
classified-ad: Brahmin boy 1985 B.Tech, Software, MNC, Bangalor, 12,00,000/-. 9337188619, 9238578590. D-59054	[192, 682, 372, 751]
obituary-photo	[578, 1401, 750, 1561]
matrimonial-logo: ଧରିତ୍ରୀ	[297, 311, 391, 346]
classified-ad: Developed boundarywall plots Sundarapada 199/-, AIIMS, Nayapalli 9437953468, 8895681143, biswajitdas9583729444@gmail.com. D-59283	[6, 1775, 247, 1878]
classified-col-c	[378, 1144, 562, 2179]
bride-wanted-heading: BRIDE WANTED	[6, 418, 186, 442]
lost-title: LOST	[761, 301, 939, 323]
aries-icon: ♈	[1150, 282, 1214, 346]
horoscope-byline: ଜ୍ୟୋତିର୍ବିଦ୍ୟା ବିଶାରଦ ପ୍ରଫେସର କୁମାର ମହାପାତ୍ର ମଙ୍ଗଳାଚକ୍ରର ଶାସନ, କାଣ୍ଡୁଆ, ଗଞ୍ଜାମ	[1144, 182, 1393, 214]
matrimonial-banner	[6, 300, 568, 412]
groom-wanted-heading: GROOM WANTED	[192, 758, 372, 782]
classified-ad: 35 ବର୍ଷ/ 5'3"/ Graduation ପରିଛେଦୀ। ଉଚ୍ଚଶିକ୍ଷିତ ସୁସ୍ଥ ପାତ୍ର ଆବଶ୍ୟକ। 7683908700. D-2251	[192, 864, 372, 932]
